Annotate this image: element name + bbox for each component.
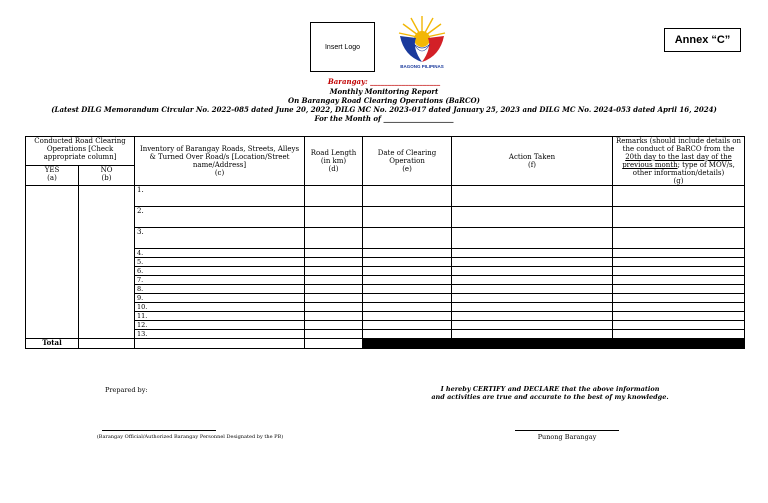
remarks-text-pre: Remarks (should include details on the conduct of BaRCO from the [616,137,742,153]
remarks-code: (g) [673,177,684,185]
official-caption: (Barangay Official/Authorized Barangay Personnel Designated by the PB) [96,434,284,440]
inventory-cell[interactable]: 3. [135,228,305,249]
report-reference: (Latest DILG Memorandum Circular No. 2022-085 dated June 20, 2022, DILG MC No. 2023-017 dated January 25, 2023 and DILG MC No. 2024-053 dated April 16, 2024) [51,105,717,114]
date-header-text: Date of Clearing Operation [377,149,437,165]
length-cell[interactable] [305,312,363,321]
inventory-code: (c) [214,169,225,177]
date-cell[interactable] [363,267,452,276]
action-cell[interactable] [452,186,613,207]
yes-header [26,166,79,186]
action-cell[interactable] [452,321,613,330]
action-cell[interactable] [452,330,613,339]
punong-signature-line [515,430,619,431]
inventory-header-text: Inventory of Barangay Roads, Streets, Alleys & Turned Over Road/s [Location/Street name/Address] [139,145,300,169]
action-cell[interactable] [452,276,613,285]
inventory-cell[interactable]: 10. [135,303,305,312]
length-cell[interactable] [305,294,363,303]
remarks-cell[interactable] [613,249,745,258]
date-cell[interactable] [363,228,452,249]
remarks-cell[interactable] [613,285,745,294]
date-cell[interactable] [363,186,452,207]
barangay-field: Barangay: ____________________ [327,77,441,86]
bagong-pilipinas-emblem [392,14,452,72]
length-cell[interactable] [305,186,363,207]
remarks-header [613,137,745,186]
date-cell[interactable] [363,321,452,330]
yes-label: YES [44,166,60,175]
date-code: (e) [402,165,412,173]
table-header-row [26,137,745,166]
report-subtitle: On Barangay Road Clearing Operations (BaRCO) [288,96,480,105]
inventory-cell[interactable]: 4. [135,249,305,258]
total-blackout [363,339,745,349]
remarks-cell[interactable] [613,207,745,228]
remarks-cell[interactable] [613,303,745,312]
report-title: Monthly Monitoring Report [329,87,439,96]
action-cell[interactable] [452,285,613,294]
total-row [26,339,745,349]
action-header [452,137,613,186]
punong-caption: Punong Barangay [537,433,597,441]
certify-line-2: and activities are true and accurate to the best of my knowledge. [431,393,669,401]
length-cell[interactable] [305,228,363,249]
date-cell[interactable] [363,276,452,285]
date-cell[interactable] [363,285,452,294]
action-cell[interactable] [452,294,613,303]
action-cell[interactable] [452,312,613,321]
length-cell[interactable] [305,276,363,285]
date-cell[interactable] [363,330,452,339]
remarks-text-post: ; type of MOV/s, other information/details) [632,161,735,177]
inventory-cell[interactable]: 2. [135,207,305,228]
inventory-cell[interactable]: 11. [135,312,305,321]
road-length-text: Road Length (in km) [310,149,357,165]
road-length-code: (d) [328,165,339,173]
inventory-header [135,137,305,186]
inventory-cell[interactable]: 5. [135,258,305,267]
action-cell[interactable] [452,207,613,228]
insert-logo-label: Insert Logo [324,43,361,51]
remarks-cell[interactable] [613,276,745,285]
length-cell[interactable] [305,303,363,312]
action-cell[interactable] [452,258,613,267]
date-cell[interactable] [363,207,452,228]
length-cell[interactable] [305,285,363,294]
inventory-cell[interactable]: 9. [135,294,305,303]
action-code: (f) [527,161,537,169]
inventory-cell[interactable]: 6. [135,267,305,276]
length-cell[interactable] [305,207,363,228]
no-code: (b) [101,174,112,183]
length-cell[interactable] [305,249,363,258]
date-cell[interactable] [363,312,452,321]
remarks-cell[interactable] [613,267,745,276]
total-label: Total [26,339,79,349]
total-length-cell[interactable] [305,339,363,349]
insert-logo-placeholder [310,22,375,72]
annex-label-box [664,28,741,52]
action-cell[interactable] [452,249,613,258]
inventory-cell[interactable]: 1. [135,186,305,207]
action-header-text: Action Taken [508,153,556,161]
annex-label: Annex “C” [674,34,731,46]
remarks-cell[interactable] [613,186,745,207]
total-no-cell[interactable] [79,339,135,349]
action-cell[interactable] [452,228,613,249]
inventory-cell[interactable]: 12. [135,321,305,330]
date-header [363,137,452,186]
no-label: NO [100,166,113,175]
inventory-cell[interactable]: 8. [135,285,305,294]
no-header [79,166,135,186]
report-month: For the Month of ____________________ [314,114,454,123]
length-cell[interactable] [305,330,363,339]
length-cell[interactable] [305,258,363,267]
prepared-by-label: Prepared by: [105,386,148,394]
monitoring-table [25,136,745,349]
yes-code: (a) [47,174,57,183]
date-cell[interactable] [363,258,452,267]
remarks-cell[interactable] [613,321,745,330]
emblem-caption: BAGONG PILIPINAS [400,64,444,69]
date-cell[interactable] [363,294,452,303]
length-cell[interactable] [305,321,363,330]
remarks-cell[interactable] [613,312,745,321]
yes-cell[interactable] [26,186,79,339]
inventory-cell[interactable]: 13. [135,330,305,339]
remarks-cell[interactable] [613,258,745,267]
prepared-signature-line [102,430,216,431]
remarks-cell[interactable] [613,330,745,339]
inventory-cell[interactable]: 7. [135,276,305,285]
length-cell[interactable] [305,267,363,276]
action-cell[interactable] [452,267,613,276]
table-row [26,186,745,207]
certify-line-1: I hereby CERTIFY and DECLARE that the above information [440,385,660,393]
total-inventory-cell[interactable] [135,339,305,349]
date-cell[interactable] [363,249,452,258]
remarks-cell[interactable] [613,294,745,303]
remarks-text-underlined: 20th day to the last day of the previous month [622,153,732,169]
road-length-header [305,137,363,186]
conducted-header: Conducted Road Clearing Operations [Check appropriate column] [26,137,135,166]
no-cell[interactable] [79,186,135,339]
remarks-cell[interactable] [613,228,745,249]
certify-statement [380,385,720,401]
action-cell[interactable] [452,303,613,312]
date-cell[interactable] [363,303,452,312]
